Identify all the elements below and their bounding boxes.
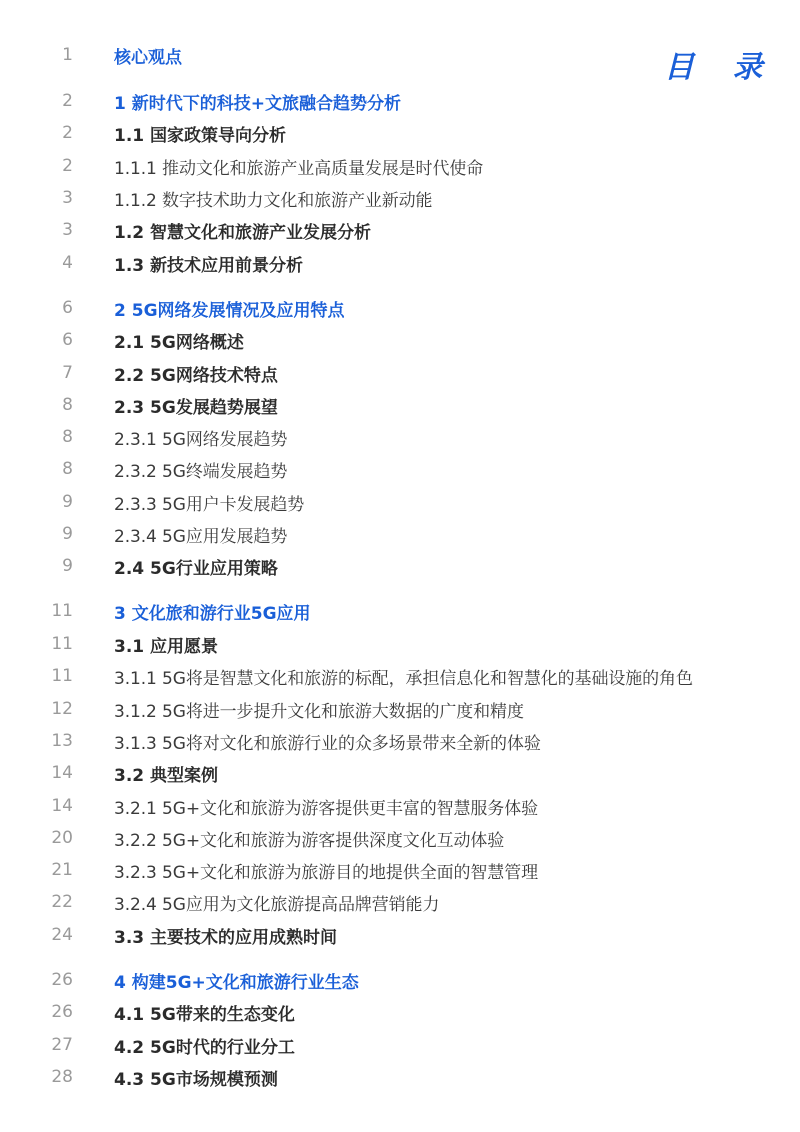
toc-entry[interactable] [0, 965, 800, 995]
toc-entry-label: 2.3.2 5G终端发展趋势 [114, 461, 288, 482]
toc-entry-label: 3.2.3 5G+文化和旅游为旅游目的地提供全面的智慧管理 [114, 862, 538, 883]
toc-page-number: 9 [62, 492, 73, 512]
toc-entry[interactable] [0, 1062, 800, 1092]
toc-entry-label: 4 构建5G+文化和旅游行业生态 [114, 972, 359, 993]
toc-entry[interactable] [0, 519, 800, 549]
toc-entry[interactable] [0, 726, 800, 756]
toc-entry-label: 2.3 5G发展趋势展望 [114, 397, 278, 418]
toc-page-number: 20 [51, 828, 73, 848]
toc-page-number: 8 [62, 395, 73, 415]
toc-entry-label: 3.1.1 5G将是智慧文化和旅游的标配，承担信息化和智慧化的基础设施的角色 [114, 668, 693, 689]
toc-entry-label: 2.3.3 5G用户卡发展趋势 [114, 494, 305, 515]
toc-entry-label: 4.1 5G带来的生态变化 [114, 1004, 295, 1025]
toc-entry[interactable] [0, 86, 800, 116]
toc-entry-label: 4.3 5G市场规模预测 [114, 1069, 278, 1090]
toc-page-number: 2 [62, 156, 73, 176]
toc-entry-label: 1.3 新技术应用前景分析 [114, 255, 304, 276]
toc-entry[interactable] [0, 855, 800, 885]
toc-page-number: 3 [62, 188, 73, 208]
toc-entry-label: 2.2 5G网络技术特点 [114, 365, 278, 386]
toc-page-number: 9 [62, 556, 73, 576]
toc-page-number: 4 [62, 253, 73, 273]
toc-entry[interactable] [0, 390, 800, 420]
toc-page-number: 2 [62, 91, 73, 111]
toc-entry[interactable] [0, 887, 800, 917]
toc-page-number: 9 [62, 524, 73, 544]
toc-entry-label: 3 文化旅和游行业5G应用 [114, 603, 311, 624]
toc-entry[interactable] [0, 791, 800, 821]
toc-entry[interactable] [0, 487, 800, 517]
toc-page-number: 6 [62, 330, 73, 350]
toc-entry[interactable] [0, 1030, 800, 1060]
toc-entry-label: 3.2.4 5G应用为文化旅游提高品牌营销能力 [114, 894, 440, 915]
toc-entry[interactable] [0, 997, 800, 1027]
toc-entry[interactable] [0, 358, 800, 388]
toc-page-number: 1 [62, 45, 73, 65]
toc-entry-label: 核心观点 [114, 47, 182, 68]
toc-entry-label: 3.1 应用愿景 [114, 636, 219, 657]
toc-entry-label: 4.2 5G时代的行业分工 [114, 1037, 295, 1058]
toc-entry[interactable] [0, 629, 800, 659]
toc-page-number: 12 [51, 699, 73, 719]
toc-entry[interactable] [0, 551, 800, 581]
toc-page-number: 11 [51, 666, 73, 686]
toc-page-number: 8 [62, 427, 73, 447]
toc-entry-label: 2.4 5G行业应用策略 [114, 558, 278, 579]
toc-entry-label: 2.3.4 5G应用发展趋势 [114, 526, 288, 547]
toc-entry[interactable] [0, 151, 800, 181]
toc-entry[interactable] [0, 40, 800, 70]
toc-page-number: 3 [62, 220, 73, 240]
toc-entry[interactable] [0, 325, 800, 355]
toc-entry-label: 3.3 主要技术的应用成熟时间 [114, 927, 338, 948]
toc-entry-label: 1.1.2 数字技术助力文化和旅游产业新动能 [114, 190, 433, 211]
toc-page-number: 27 [51, 1035, 73, 1055]
toc-entry[interactable] [0, 118, 800, 148]
toc-page-number: 8 [62, 459, 73, 479]
toc-page-number: 22 [51, 892, 73, 912]
toc-entry[interactable] [0, 920, 800, 950]
toc-entry[interactable] [0, 454, 800, 484]
toc-page-number: 21 [51, 860, 73, 880]
toc-entry[interactable] [0, 596, 800, 626]
toc-entry[interactable] [0, 293, 800, 323]
toc-page-number: 14 [51, 796, 73, 816]
toc-page-number: 11 [51, 634, 73, 654]
toc-entry-label: 3.1.3 5G将对文化和旅游行业的众多场景带来全新的体验 [114, 733, 541, 754]
toc-entry-label: 3.2 典型案例 [114, 765, 219, 786]
toc-entry-label: 1.1 国家政策导向分析 [114, 125, 287, 146]
toc-page-number: 14 [51, 763, 73, 783]
toc-entry[interactable] [0, 758, 800, 788]
toc-title: 目 录 [664, 50, 777, 85]
toc-page-number: 11 [51, 601, 73, 621]
toc-page-number: 26 [51, 1002, 73, 1022]
toc-entry-label: 2 5G网络发展情况及应用特点 [114, 300, 345, 321]
toc-entry[interactable] [0, 823, 800, 853]
toc-page-number: 7 [62, 363, 73, 383]
toc-entry-label: 2.1 5G网络概述 [114, 332, 244, 353]
toc-page-number: 13 [51, 731, 73, 751]
toc-page-number: 6 [62, 298, 73, 318]
toc-entry[interactable] [0, 248, 800, 278]
toc-entry-label: 3.2.2 5G+文化和旅游为游客提供深度文化互动体验 [114, 830, 505, 851]
toc-entry-label: 2.3.1 5G网络发展趋势 [114, 429, 288, 450]
toc-entry[interactable] [0, 694, 800, 724]
toc-entry[interactable] [0, 422, 800, 452]
toc-entry-label: 1.1.1 推动文化和旅游产业高质量发展是时代使命 [114, 158, 484, 179]
toc-entry-label: 3.2.1 5G+文化和旅游为游客提供更丰富的智慧服务体验 [114, 798, 538, 819]
toc-entry[interactable] [0, 661, 800, 691]
toc-entry[interactable] [0, 215, 800, 245]
toc-entry-label: 1 新时代下的科技+文旅融合趋势分析 [114, 93, 401, 114]
toc-entry[interactable] [0, 183, 800, 213]
toc-entry-label: 1.2 智慧文化和旅游产业发展分析 [114, 222, 372, 243]
toc-page-number: 28 [51, 1067, 73, 1087]
toc-entry-label: 3.1.2 5G将进一步提升文化和旅游大数据的广度和精度 [114, 701, 524, 722]
toc-page-number: 26 [51, 970, 73, 990]
toc-page-number: 2 [62, 123, 73, 143]
toc-page-number: 24 [51, 925, 73, 945]
